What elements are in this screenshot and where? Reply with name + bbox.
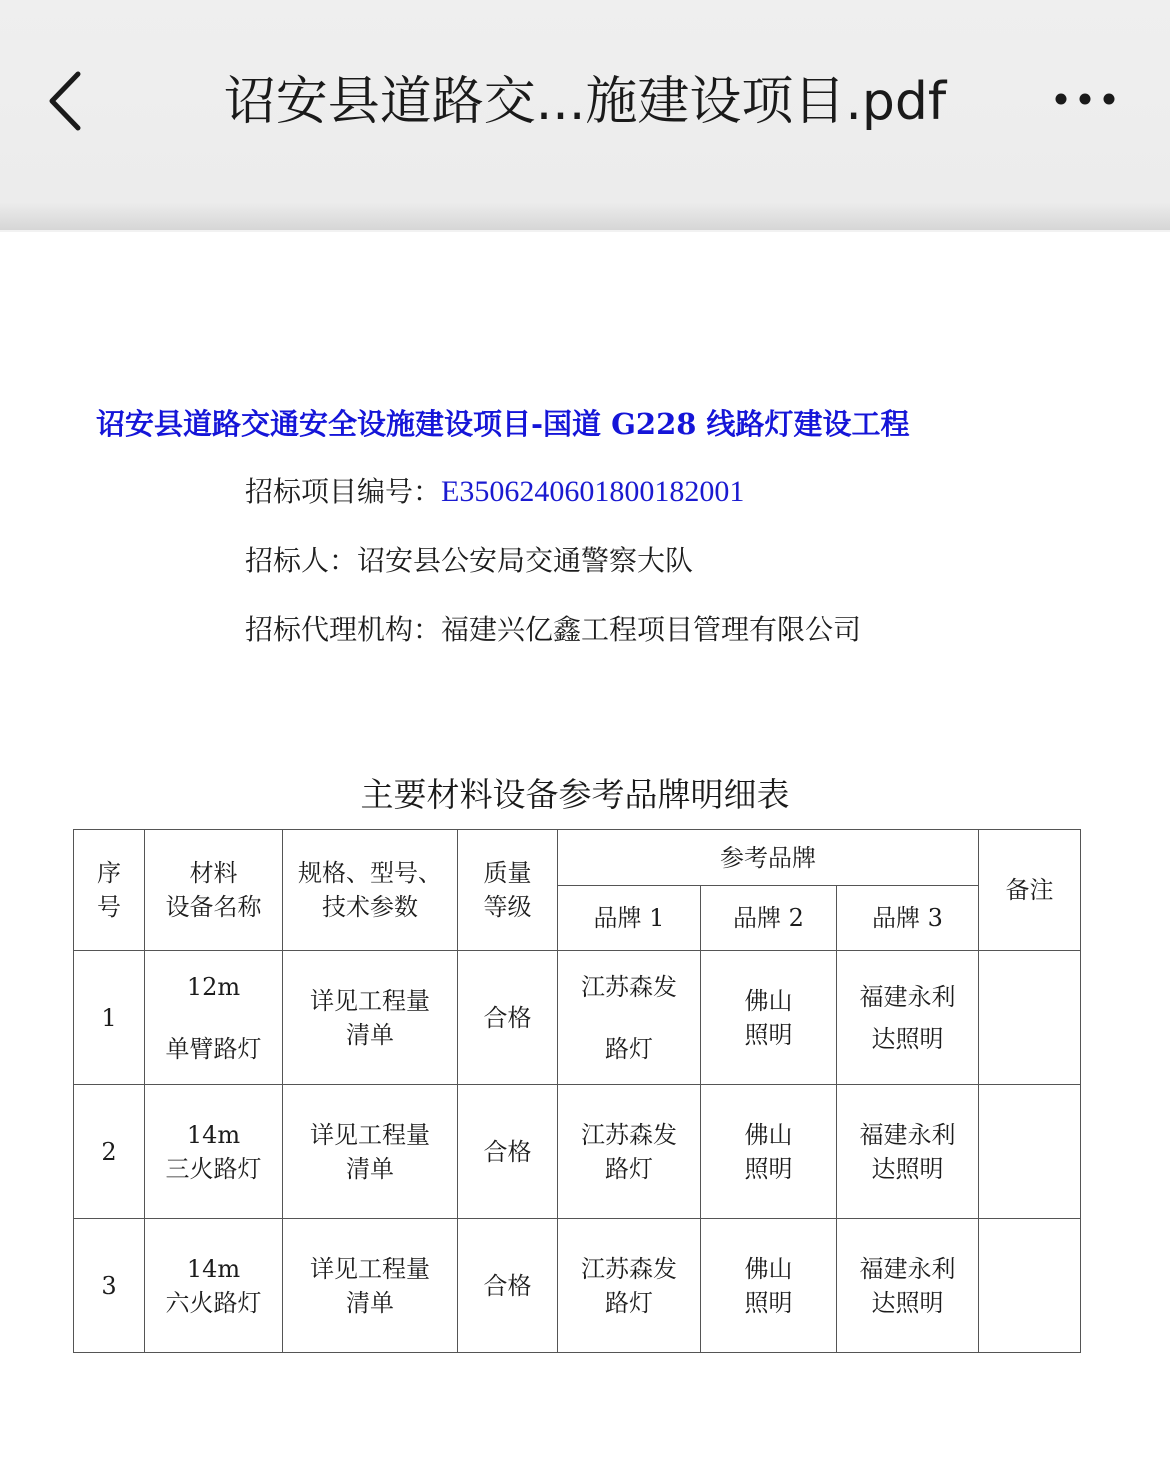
brand-reference-table — [73, 829, 1081, 1353]
header-material-name: 材料 设备名称 — [145, 830, 283, 951]
chevron-left-icon — [40, 66, 100, 136]
tenderer-value: 诏安县公安局交通警察大队 — [357, 544, 694, 577]
cell-brand-3: 福建永利 达照明 — [837, 1219, 979, 1353]
cell-remark — [979, 951, 1081, 1085]
agency-label: 招标代理机构： — [245, 613, 442, 646]
header-brand-3: 品牌 3 — [837, 886, 979, 951]
cell-material-name: 14m 六火路灯 — [145, 1219, 283, 1353]
cell-seq: 3 — [74, 1219, 145, 1353]
cell-quality: 合格 — [458, 951, 558, 1085]
cell-seq: 2 — [74, 1085, 145, 1219]
project-number-label: 招标项目编号： — [245, 475, 442, 508]
cell-quality: 合格 — [458, 1085, 558, 1219]
back-button[interactable] — [40, 66, 100, 136]
top-nav-bar — [0, 0, 1170, 232]
ellipsis-icon — [1050, 84, 1120, 114]
project-number-line — [245, 470, 744, 514]
cell-brand-3: 福建永利 达照明 — [837, 1085, 979, 1219]
more-options-button[interactable] — [1050, 84, 1120, 114]
header-reference-brands: 参考品牌 — [558, 830, 979, 886]
cell-brand-2: 佛山 照明 — [701, 951, 837, 1085]
table-title: 主要材料设备参考品牌明细表 — [360, 775, 790, 814]
cell-remark — [979, 1085, 1081, 1219]
document-file-name: 诏安县道路交...施建设项目.pdf — [223, 72, 947, 132]
cell-spec: 详见工程量 清单 — [283, 1085, 458, 1219]
cell-brand-3: 福建永利 达照明 — [837, 951, 979, 1085]
header-spec: 规格、型号、 技术参数 — [283, 830, 458, 951]
cell-spec: 详见工程量 清单 — [283, 1219, 458, 1353]
table-row — [74, 1085, 1081, 1219]
cell-remark — [979, 1219, 1081, 1353]
tenderer-label: 招标人： — [245, 544, 358, 577]
agency-value: 福建兴亿鑫工程项目管理有限公司 — [441, 613, 862, 646]
table-row — [74, 951, 1081, 1085]
cell-brand-2: 佛山 照明 — [701, 1219, 837, 1353]
cell-brand-2: 佛山 照明 — [701, 1085, 837, 1219]
cell-brand-1: 江苏森发 路灯 — [558, 951, 701, 1085]
table-row — [74, 1219, 1081, 1353]
header-brand-2: 品牌 2 — [701, 886, 837, 951]
cell-material-name: 14m 三火路灯 — [145, 1085, 283, 1219]
tenderer-line — [245, 539, 693, 583]
table-header-row — [74, 830, 1081, 886]
header-seq: 序 号 — [74, 830, 145, 951]
cell-seq: 1 — [74, 951, 145, 1085]
header-brand-1: 品牌 1 — [558, 886, 701, 951]
cell-material-name: 12m 单臂路灯 — [145, 951, 283, 1085]
project-title: 诏安县道路交通安全设施建设项目-国道 G228 线路灯建设工程 — [96, 407, 910, 441]
cell-brand-1: 江苏森发 路灯 — [558, 1219, 701, 1353]
header-quality: 质量 等级 — [458, 830, 558, 951]
cell-quality: 合格 — [458, 1219, 558, 1353]
cell-brand-1: 江苏森发 路灯 — [558, 1085, 701, 1219]
agency-line — [245, 608, 861, 652]
project-number-value: E3506240601800182001 — [441, 475, 745, 508]
cell-spec: 详见工程量 清单 — [283, 951, 458, 1085]
header-remark: 备注 — [979, 830, 1081, 951]
